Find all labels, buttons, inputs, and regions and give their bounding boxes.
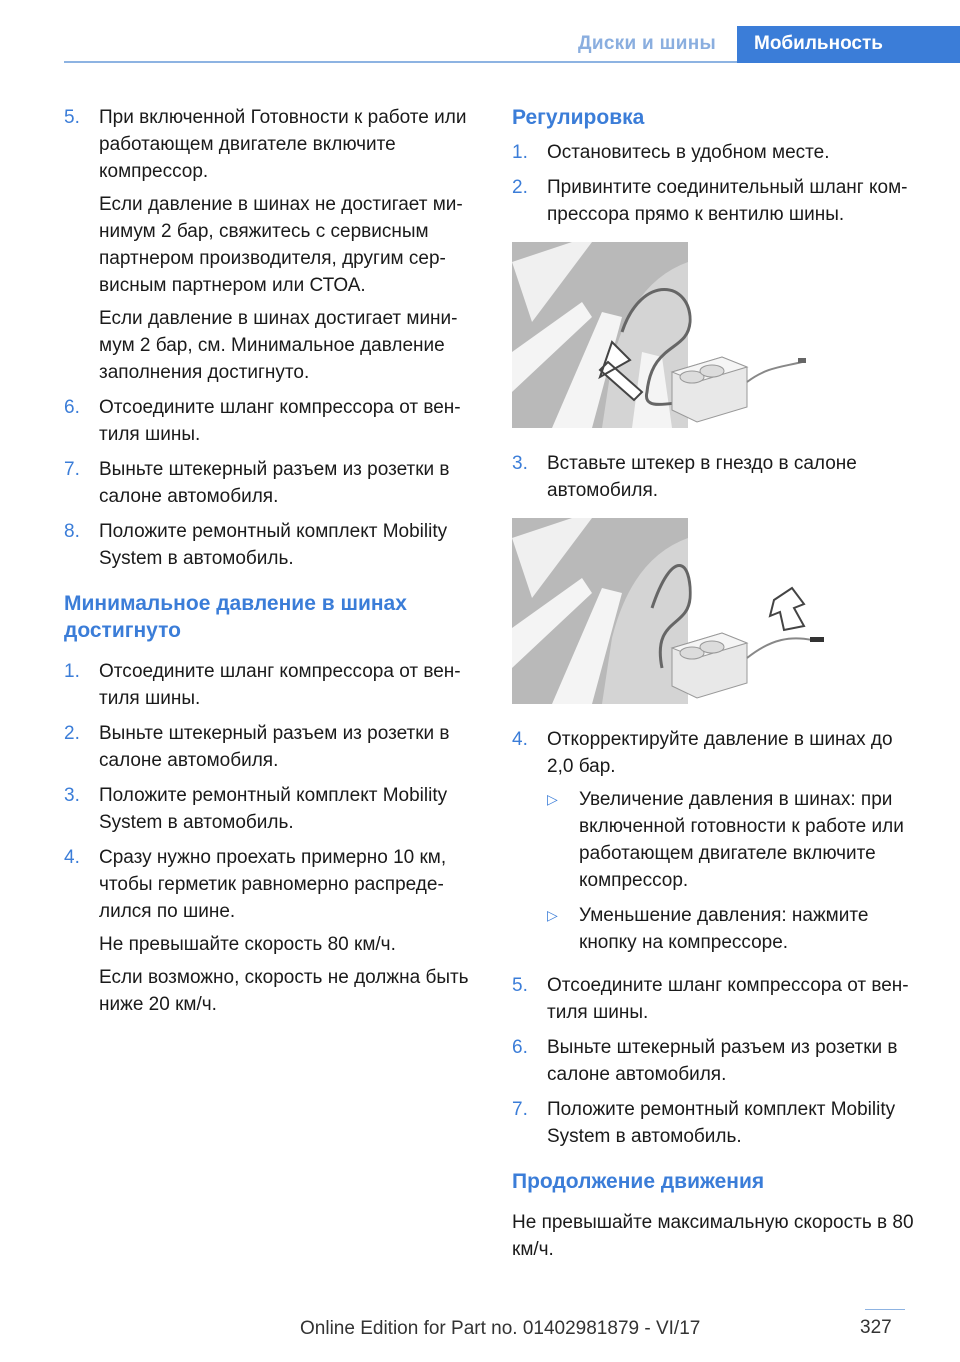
left-column: [64, 104, 476, 1026]
step-text: Не превышайте скорость 80 км/ч.: [99, 934, 396, 955]
chapter-label: Мобильность: [754, 33, 883, 54]
left-steps-b: [64, 658, 476, 1018]
step-number: 6.: [512, 1037, 528, 1058]
sub-item-decrease: [547, 902, 924, 956]
step-item: [512, 1096, 924, 1150]
step-number: 5.: [512, 975, 528, 996]
step-text: Положите ремонтный комплект Mobility System в автомобиль.: [99, 521, 448, 569]
section-title: Диски и шины: [578, 33, 717, 54]
step-text: Отсоедините шланг компрессора от вентиля шины.: [99, 661, 461, 709]
left-steps-a: [64, 104, 476, 572]
step-text: Выньте штекерный разъем из розетки в салоне автомобиля.: [547, 1037, 898, 1085]
step-number: 1.: [512, 142, 528, 163]
step-item: [64, 844, 476, 1018]
continue-text: Не превышайте максимальную скорость в 80 км/ч.: [512, 1212, 914, 1260]
step-text: Если давление в шинах достигает минимум 2 бар, см. Минимальное давление заполнения достигнуто.: [99, 308, 458, 383]
step-number: 7.: [64, 459, 80, 480]
triangle-bullet-icon: ▷: [547, 791, 558, 807]
chapter-tab: [737, 26, 960, 63]
step-text: Если давление в шинах не достигает минимум 2 бар, свяжитесь с сервисным партнером производителя, другим сервисным партнером или СТОА.: [99, 194, 463, 296]
step-text: Сразу нужно проехать примерно 10 км, чтобы герметик равномерно распределился по шине.: [99, 847, 447, 922]
step-number: 4.: [64, 847, 80, 868]
section-heading-continue: Продолжение движения: [512, 1170, 765, 1193]
step-item: [64, 518, 476, 572]
sub-item-increase: [547, 786, 924, 894]
step-number: 4.: [512, 729, 528, 750]
step-item: [64, 394, 476, 448]
step-text: Остановитесь в удобном месте.: [547, 142, 830, 163]
right-steps-b: [512, 450, 924, 504]
step-text: Откорректируйте давление в шинах до 2,0 бар.: [547, 729, 893, 777]
step-number: 8.: [64, 521, 80, 542]
compressor-valve-figure: [512, 242, 852, 428]
step-number: 3.: [512, 453, 528, 474]
step-item: [512, 1034, 924, 1088]
sub-item-text: Увеличение давления в шинах: при включенной готовности к работе или работающем двигателе включите компрессор.: [579, 789, 904, 891]
step-number: 6.: [64, 397, 80, 418]
step-text: Выньте штекерный разъем из розетки в салоне автомобиля.: [99, 459, 450, 507]
triangle-bullet-icon: ▷: [547, 907, 558, 923]
step-text: Привинтите соединительный шланг компрессора прямо к вентилю шины.: [547, 177, 908, 225]
step-text: Отсоедините шланг компрессора от вентиля шины.: [99, 397, 461, 445]
step-number: 2.: [64, 723, 80, 744]
step-item: [512, 174, 924, 228]
step-item: [64, 782, 476, 836]
step-item: [512, 972, 924, 1026]
step-4: [512, 726, 924, 964]
step-item: [64, 658, 476, 712]
right-steps-c: [512, 972, 924, 1150]
step-item: [64, 456, 476, 510]
footer-rule: [865, 1309, 905, 1310]
step-number: 5.: [64, 107, 80, 128]
right-steps-a: [512, 139, 924, 228]
step-text: При включенной Готовности к работе или работающем двигателе включите компрессор.: [99, 107, 467, 182]
step-item: [512, 139, 924, 166]
page-number: 327: [860, 1317, 892, 1338]
edition-text: Online Edition for Part no. 01402981879 - VI/17: [300, 1318, 701, 1339]
step-text: Отсоедините шланг компрессора от вентиля шины.: [547, 975, 909, 1023]
step-number: 3.: [64, 785, 80, 806]
step-number: 7.: [512, 1099, 528, 1120]
right-column: [512, 104, 924, 1263]
step-number: 2.: [512, 177, 528, 198]
section-heading-min-pressure: Минимальное давление в шинах достигнуто: [64, 592, 407, 642]
step-text: Положите ремонтный комплект Mobility System в автомобиль.: [547, 1099, 896, 1147]
step-number: 1.: [64, 661, 80, 682]
step-text: Вставьте штекер в гнездо в салоне автомобиля.: [547, 453, 857, 501]
footer-edition: [300, 1318, 700, 1340]
step-item: [64, 104, 476, 386]
plug-socket-figure: [512, 518, 852, 704]
sub-item-text: Уменьшение давления: нажмите кнопку на компрессоре.: [579, 905, 869, 953]
section-heading-adjust: Регулировка: [512, 106, 645, 129]
step-text: Если возможно, скорость не должна быть ниже 20 км/ч.: [99, 967, 469, 1015]
step-text: Положите ремонтный комплект Mobility System в автомобиль.: [99, 785, 448, 833]
step-text: Выньте штекерный разъем из розетки в салоне автомобиля.: [99, 723, 450, 771]
step-item: [512, 450, 924, 504]
step-item: [64, 720, 476, 774]
